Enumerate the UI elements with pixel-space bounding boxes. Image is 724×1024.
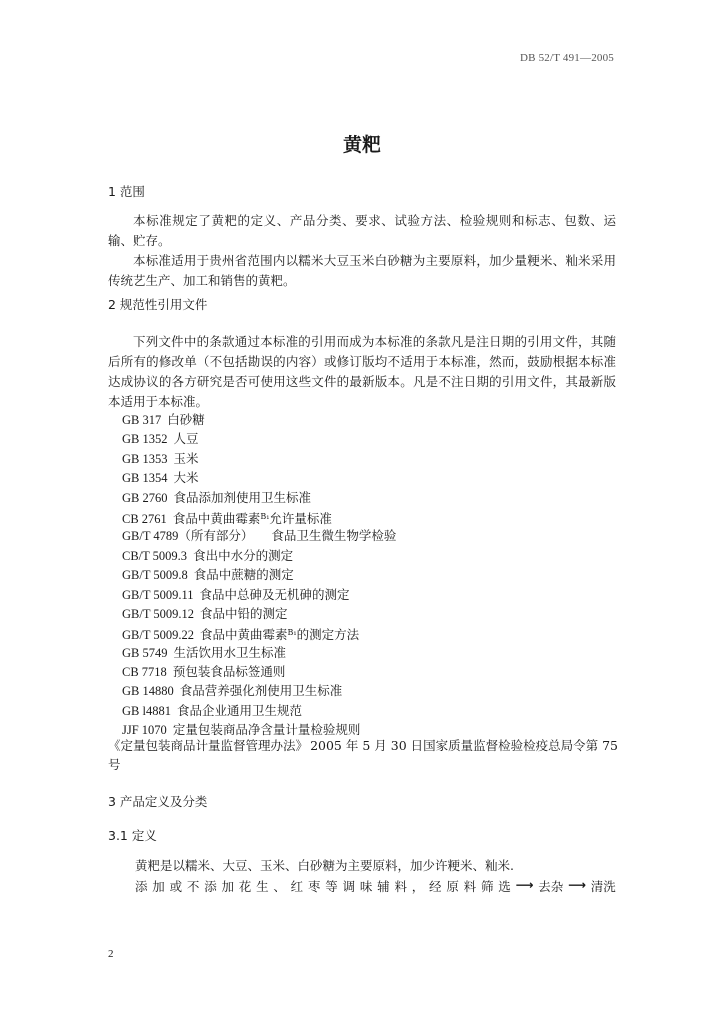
regulation-title: 《定量包装商品计量监督管理办法》 bbox=[108, 738, 309, 753]
section-1-paragraph-1: 本标准规定了黄粑的定义、产品分类、要求、试验方法、检验规则和标志、包数、运输、贮存。 bbox=[108, 213, 616, 248]
process-step: 去杂 bbox=[538, 879, 564, 894]
definition-line-1: 黄粑是以糯米、大豆、玉米、白砂糖为主要原料，加少许粳米、籼米. bbox=[135, 858, 514, 873]
reference-item: CB 2761 食品中黄曲霉素$^{B_1}$允许量标准 bbox=[122, 510, 332, 526]
reference-item: CB 7718 预包装食品标签通则 bbox=[122, 664, 286, 680]
regulation-reference bbox=[108, 736, 618, 774]
reference-item: GB 5749 生活饮用水卫生标准 bbox=[122, 644, 287, 660]
reference-item: GB/T 5009.12 食品中铅的测定 bbox=[122, 605, 288, 621]
reference-item: JJF 1070 定量包装商品净含量计量检验规则 bbox=[122, 722, 361, 738]
reference-item: GB l4881 食品企业通用卫生规范 bbox=[122, 702, 302, 718]
regulation-desc: 2005 年 5 月 30 日国家质量监督检验检疫总局令第 75 bbox=[310, 738, 618, 753]
section-1-heading: 1 范围 bbox=[108, 184, 145, 199]
section-1-paragraph-2: 本标准适用于贵州省范围内以糯米大豆玉米白砂糖为主要原料，加少量粳米、籼米采用传统艺生产、加工和销售的黄粑。 bbox=[108, 253, 616, 288]
section-2-paragraph: 下列文件中的条款通过本标准的引用而成为本标准的条款凡是注日期的引用文件，其随后所有的修改单（不包括勘误的内容）或修订版均不适用于本标准，然而，鼓励根据本标准达成协议的各方研究是否可使用这些文件的最新版本。凡是不注日期的引用文件，其最新版本适用于本标准。 bbox=[108, 334, 616, 409]
page-number: 2 bbox=[108, 948, 114, 960]
section-3-1-heading: 3.1 定义 bbox=[108, 828, 157, 843]
section-2-body bbox=[108, 332, 616, 412]
process-arrow-icon: ⟶ bbox=[515, 877, 534, 892]
reference-item: GB 1353 玉米 bbox=[122, 450, 199, 466]
reference-item: GB 317 白砂糖 bbox=[122, 412, 205, 427]
reference-item: GB/T 5009.8 食品中蔗糖的测定 bbox=[122, 567, 294, 583]
reference-item: GB 2760 食品添加剂使用卫生标准 bbox=[122, 489, 312, 505]
reference-list bbox=[108, 410, 618, 740]
reference-item: GB 1354 大米 bbox=[122, 470, 199, 486]
definition-line-2: 添 加 或 不 添 加 花 生 、 红 枣 等 调 味 辅 料 ， 经 原 料 筛 选 ⟶ 去杂 ⟶ 清洗 bbox=[135, 877, 616, 894]
section-1-body bbox=[108, 211, 616, 291]
reference-item: GB/T 5009.22 食品中黄曲霉素$^{B_1}$的测定方法 bbox=[122, 627, 360, 643]
section-3-heading: 3 产品定义及分类 bbox=[108, 794, 208, 809]
reference-item: GB/T 5009.11 食品中总砷及无机砷的测定 bbox=[122, 586, 350, 602]
reference-item: CB/T 5009.3 食出中水分的测定 bbox=[122, 547, 294, 563]
page-title: 黄粑 bbox=[342, 134, 381, 156]
regulation-end: 号 bbox=[108, 757, 121, 772]
reference-item: GB 14880 食品营养强化剂使用卫生标准 bbox=[122, 683, 343, 699]
standard-code: DB 52/T 491—2005 bbox=[519, 52, 614, 64]
reference-item: GB/T 4789（所有部分） 食品卫生微生物学检验 bbox=[122, 528, 397, 544]
process-step: 清洗 bbox=[590, 879, 616, 894]
process-arrow-icon: ⟶ bbox=[568, 877, 586, 892]
section-2-heading: 2 规范性引用文件 bbox=[108, 297, 208, 312]
reference-item: GB 1352 人豆 bbox=[122, 431, 199, 447]
